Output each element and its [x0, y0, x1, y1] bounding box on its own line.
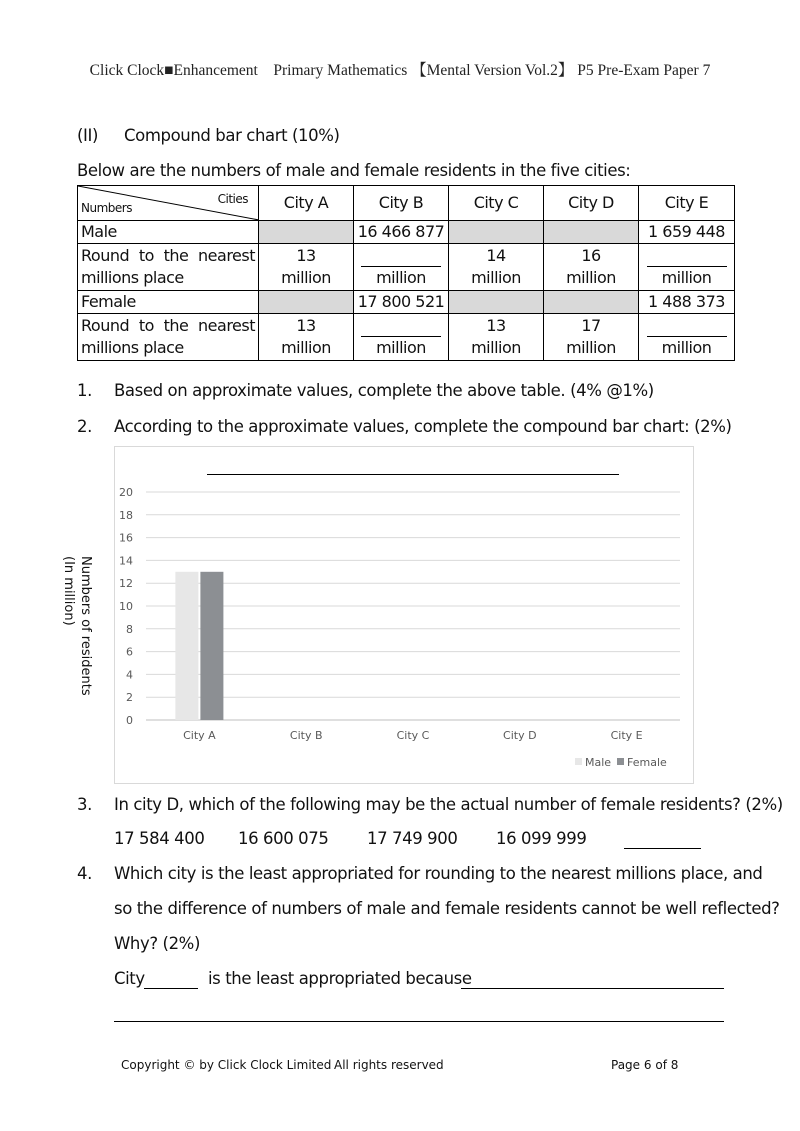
y-tick-label: 2 [126, 691, 133, 705]
x-tick-label: City D [503, 729, 537, 742]
y-axis-label: Numbers of residents [78, 556, 93, 696]
city-header: City E [639, 186, 735, 221]
q3-option-2: 16 600 075 [238, 829, 329, 848]
unit-label: million [281, 338, 331, 357]
round-label-line1: Round to the nearest [81, 246, 255, 265]
unit-label: million [281, 268, 331, 287]
footer-page [611, 1058, 678, 1072]
x-tick-label: City A [183, 729, 216, 742]
female-value-cell: 17 800 521 [354, 291, 449, 314]
rounded-number: 16 [581, 246, 601, 265]
footer-page-of: of 8 [655, 1058, 679, 1072]
footer-page-word: Page [611, 1058, 641, 1072]
q4-reason-blank[interactable] [461, 988, 724, 989]
y-tick-label: 0 [126, 714, 133, 727]
rounded-number: 13 [486, 316, 506, 335]
q4-number: 4. [77, 864, 92, 883]
y-axis-unit-label: (In million) [61, 556, 76, 626]
q2-number: 2. [77, 417, 92, 436]
rounded-number: 13 [296, 246, 316, 265]
unit-label: million [471, 268, 521, 287]
q4-text-line3: Why? (2%) [114, 934, 200, 953]
section-number: (II) [77, 126, 99, 145]
round-label-line2: millions place [81, 268, 184, 287]
q2-text: According to the approximate values, complete the compound bar chart: (2%) [114, 417, 732, 436]
legend-label-male: Male [585, 756, 612, 769]
q3-option-3: 17 749 900 [367, 829, 458, 848]
male-value-cell: 1 659 448 [639, 221, 735, 244]
footer-rights: All rights reserved [334, 1058, 444, 1072]
page-header: Click Clock■Enhancement Primary Mathematics 【Mental Version Vol.2】 P5 Pre-Exam Paper 7 [89, 62, 711, 79]
unit-label: million [566, 338, 616, 357]
rounded-number: 17 [581, 316, 601, 335]
y-tick-label: 4 [126, 668, 133, 682]
city-header: City C [449, 186, 544, 221]
round-label-line1: Round to the nearest [81, 316, 255, 335]
female-value-cell: 1 488 373 [639, 291, 735, 314]
city-header: City D [544, 186, 639, 221]
y-tick-label: 18 [119, 508, 133, 522]
section-marks: (10%) [292, 126, 340, 145]
q4-text-line1: Which city is the least appropriated for rounding to the nearest millions place, and [114, 864, 763, 883]
rounded-number: 14 [486, 246, 506, 265]
q4-city-blank[interactable] [144, 988, 198, 989]
y-tick-label: 16 [119, 531, 133, 545]
unit-label: million [376, 268, 426, 287]
round-label-line2: millions place [81, 338, 184, 357]
q3-option-4: 16 099 999 [496, 829, 587, 848]
unit-label: million [566, 268, 616, 287]
section-title: Compound bar chart [124, 126, 288, 145]
q3-option-1: 17 584 400 [114, 829, 205, 848]
legend-swatch-female [617, 758, 624, 765]
q1-text: Based on approximate values, complete the above table. (4% @1%) [114, 381, 654, 400]
q3-number: 3. [77, 795, 92, 814]
corner-numbers-label: Numbers [81, 201, 132, 215]
unit-label: million [471, 338, 521, 357]
female-row-label: Female [78, 291, 259, 314]
x-tick-label: City C [396, 729, 430, 742]
footer-page-number: 6 [643, 1058, 652, 1072]
unit-label: million [661, 338, 712, 357]
legend-label-female: Female [627, 756, 667, 769]
rounded-number: 13 [296, 316, 316, 335]
q1-number: 1. [77, 381, 92, 400]
unit-label: million [376, 338, 426, 357]
bar-female [200, 572, 223, 720]
city-header: City B [354, 186, 449, 221]
male-row-label: Male [78, 221, 259, 244]
table-intro: Below are the numbers of male and female residents in the five cities: [77, 161, 631, 180]
y-tick-label: 6 [126, 645, 133, 659]
legend-swatch-male [575, 758, 582, 765]
q4-reason-line2[interactable] [114, 1021, 724, 1022]
y-tick-label: 20 [119, 486, 133, 499]
y-tick-label: 14 [119, 554, 133, 568]
q3-text: In city D, which of the following may be the actual number of female residents? (2%) [114, 795, 783, 814]
bar-male [175, 572, 198, 720]
y-tick-label: 10 [119, 600, 133, 613]
q4-because-text: is the least appropriated because [208, 969, 472, 988]
y-tick-label: 8 [126, 622, 133, 636]
unit-label: million [661, 268, 712, 287]
city-header: City A [259, 186, 354, 221]
x-tick-label: City E [610, 729, 643, 742]
q3-answer-blank[interactable] [624, 848, 701, 849]
q4-text-line2: so the difference of numbers of male and female residents cannot be well reflected? [114, 899, 780, 918]
corner-cities-label: Cities [217, 192, 248, 206]
footer-copyright: Copyright © by Click Clock Limited [121, 1058, 332, 1072]
y-tick-label: 12 [119, 577, 133, 591]
q4-city-prefix: City [114, 969, 145, 988]
male-value-cell: 16 466 877 [354, 221, 449, 244]
x-tick-label: City B [289, 729, 323, 742]
